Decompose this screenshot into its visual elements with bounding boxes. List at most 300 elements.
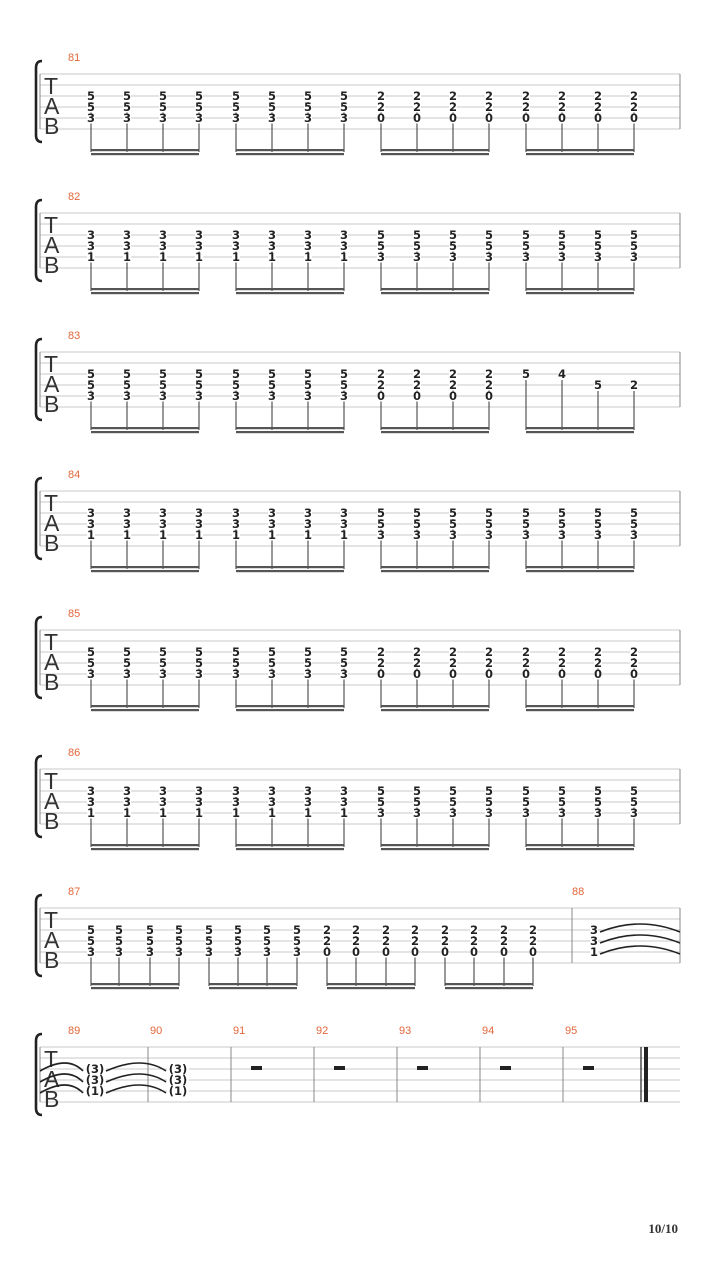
beam <box>236 292 344 294</box>
fret-number: 3 <box>376 806 386 820</box>
fret-number: 5 <box>267 645 277 659</box>
fret-number: 5 <box>448 239 458 253</box>
rest-mark <box>417 1066 428 1070</box>
fret-number: (1) <box>85 1084 105 1098</box>
fret-number: 5 <box>521 367 531 381</box>
fret-number: 5 <box>339 378 349 392</box>
beam <box>91 570 199 572</box>
fret-number: 5 <box>484 506 494 520</box>
fret-number: 2 <box>484 656 494 670</box>
tab-system <box>36 608 680 711</box>
rest-mark <box>500 1066 511 1070</box>
fret-number: 3 <box>158 239 168 253</box>
measure-number: 92 <box>316 1025 329 1037</box>
measure-number: 85 <box>68 608 81 620</box>
fret-number: 3 <box>303 506 313 520</box>
tab-clef-letter: A <box>44 649 60 675</box>
fret-number: 3 <box>231 795 241 809</box>
fret-number: 3 <box>339 389 349 403</box>
fret-number: 2 <box>448 656 458 670</box>
system-bracket <box>36 756 42 837</box>
beam <box>236 848 344 850</box>
beam <box>327 983 415 985</box>
fret-number: 3 <box>86 784 96 798</box>
fret-number: 3 <box>484 806 494 820</box>
fret-number: 3 <box>86 111 96 125</box>
fret-number: 3 <box>231 389 241 403</box>
fret-number: 3 <box>231 111 241 125</box>
fret-number: 5 <box>629 228 639 242</box>
tab-clef-letter: B <box>44 947 60 973</box>
tab-clef-letter: T <box>44 212 59 238</box>
fret-number: 5 <box>521 239 531 253</box>
beam <box>526 427 634 429</box>
fret-number: 2 <box>448 378 458 392</box>
fret-number: 2 <box>557 656 567 670</box>
fret-number: 3 <box>267 506 277 520</box>
fret-number: 5 <box>114 934 124 948</box>
beam <box>381 288 489 290</box>
fret-number: 3 <box>303 389 313 403</box>
fret-number: 5 <box>122 656 132 670</box>
fret-number: 3 <box>593 250 603 264</box>
beam <box>381 149 489 151</box>
fret-number: (3) <box>168 1062 188 1076</box>
fret-number: 1 <box>339 250 349 264</box>
fret-number: 5 <box>303 89 313 103</box>
fret-number: 2 <box>410 923 420 937</box>
fret-number: (1) <box>168 1084 188 1098</box>
fret-number: 5 <box>114 923 124 937</box>
beam <box>91 288 199 290</box>
fret-number: 0 <box>376 111 386 125</box>
measure-number: 95 <box>565 1025 578 1037</box>
fret-number: 3 <box>267 795 277 809</box>
fret-number: 2 <box>322 934 332 948</box>
fret-number: 5 <box>521 795 531 809</box>
fret-number: 2 <box>629 378 639 392</box>
fret-number: 3 <box>629 250 639 264</box>
fret-number: 2 <box>521 100 531 114</box>
fret-number: 3 <box>122 239 132 253</box>
fret-number: 5 <box>557 795 567 809</box>
fret-number: 2 <box>499 934 509 948</box>
fret-number: 5 <box>629 239 639 253</box>
tie-arc <box>600 935 680 943</box>
fret-number: (3) <box>85 1073 105 1087</box>
beam <box>91 709 199 711</box>
fret-number: 1 <box>194 250 204 264</box>
fret-number: 2 <box>412 378 422 392</box>
beam <box>91 149 199 151</box>
fret-number: 0 <box>499 945 509 959</box>
fret-number: 3 <box>448 806 458 820</box>
fret-number: 3 <box>339 795 349 809</box>
fret-number: 3 <box>194 228 204 242</box>
fret-number: 2 <box>351 923 361 937</box>
fret-number: 5 <box>593 506 603 520</box>
fret-number: 3 <box>122 111 132 125</box>
fret-number: 3 <box>122 795 132 809</box>
fret-number: 3 <box>158 517 168 531</box>
measure-number: 93 <box>399 1025 412 1037</box>
tab-clef-letter: T <box>44 768 59 794</box>
fret-number: 0 <box>412 389 422 403</box>
fret-number: 1 <box>231 250 241 264</box>
fret-number: 2 <box>484 378 494 392</box>
fret-number: 3 <box>233 945 243 959</box>
beam <box>91 844 199 846</box>
fret-number: 5 <box>448 506 458 520</box>
fret-number: 3 <box>194 239 204 253</box>
fret-number: 2 <box>557 89 567 103</box>
fret-number: 5 <box>122 367 132 381</box>
fret-number: 3 <box>339 506 349 520</box>
fret-number: 2 <box>557 100 567 114</box>
fret-number: 2 <box>629 645 639 659</box>
tab-clef-letter: A <box>44 1066 60 1092</box>
beam <box>381 709 489 711</box>
fret-number: 5 <box>292 934 302 948</box>
fret-number: 3 <box>86 389 96 403</box>
beam <box>236 431 344 433</box>
fret-number: 5 <box>448 784 458 798</box>
fret-number: 5 <box>484 517 494 531</box>
fret-number: 5 <box>145 934 155 948</box>
fret-number: 3 <box>194 506 204 520</box>
fret-number: 5 <box>267 656 277 670</box>
fret-number: 3 <box>231 667 241 681</box>
beam <box>236 566 344 568</box>
fret-number: 3 <box>521 806 531 820</box>
fret-number: 3 <box>194 389 204 403</box>
fret-number: 2 <box>448 367 458 381</box>
fret-number: 5 <box>484 795 494 809</box>
fret-number: 2 <box>381 934 391 948</box>
beam <box>327 987 415 989</box>
fret-number: 0 <box>440 945 450 959</box>
fret-number: 3 <box>303 239 313 253</box>
fret-number: 3 <box>629 528 639 542</box>
fret-number: 5 <box>267 367 277 381</box>
beam <box>236 570 344 572</box>
fret-number: 2 <box>412 89 422 103</box>
fret-number: 5 <box>376 784 386 798</box>
fret-number: 3 <box>557 806 567 820</box>
fret-number: 1 <box>589 945 599 959</box>
fret-number: 0 <box>376 667 386 681</box>
fret-number: 5 <box>448 228 458 242</box>
tab-system <box>36 1025 680 1115</box>
fret-number: 3 <box>376 528 386 542</box>
fret-number: 2 <box>593 100 603 114</box>
fret-number: 3 <box>194 111 204 125</box>
beam <box>526 709 634 711</box>
tab-clef-letter: B <box>44 1086 60 1112</box>
fret-number: 3 <box>174 945 184 959</box>
tab-clef-letter: T <box>44 351 59 377</box>
fret-number: 5 <box>557 506 567 520</box>
fret-number: 5 <box>593 239 603 253</box>
fret-number: 5 <box>122 378 132 392</box>
fret-number: 2 <box>410 934 420 948</box>
fret-number: 2 <box>448 645 458 659</box>
fret-number: 5 <box>629 517 639 531</box>
fret-number: 5 <box>194 656 204 670</box>
fret-number: 5 <box>376 506 386 520</box>
beam <box>526 149 634 151</box>
fret-number: 5 <box>194 645 204 659</box>
measure-number: 90 <box>150 1025 163 1037</box>
fret-number: 3 <box>122 517 132 531</box>
fret-number: 5 <box>339 367 349 381</box>
tie-arc <box>106 1085 166 1093</box>
tab-clef-letter: A <box>44 788 60 814</box>
fret-number: 5 <box>122 89 132 103</box>
beam <box>445 987 533 989</box>
fret-number: 5 <box>204 923 214 937</box>
fret-number: 5 <box>86 378 96 392</box>
fret-number: 1 <box>122 250 132 264</box>
fret-number: 3 <box>158 228 168 242</box>
fret-number: 5 <box>231 645 241 659</box>
fret-number: 5 <box>376 228 386 242</box>
fret-number: 5 <box>376 239 386 253</box>
fret-number: 3 <box>557 528 567 542</box>
fret-number: 3 <box>339 667 349 681</box>
fret-number: 0 <box>412 667 422 681</box>
fret-number: 5 <box>412 784 422 798</box>
fret-number: 2 <box>376 645 386 659</box>
fret-number: 5 <box>231 367 241 381</box>
beam <box>91 566 199 568</box>
fret-number: 0 <box>381 945 391 959</box>
beam <box>236 709 344 711</box>
fret-number: 5 <box>122 100 132 114</box>
system-bracket <box>36 61 42 142</box>
fret-number: 2 <box>440 923 450 937</box>
tab-clef-letter: B <box>44 530 60 556</box>
fret-number: 5 <box>86 367 96 381</box>
fret-number: 1 <box>231 806 241 820</box>
fret-number: 2 <box>469 923 479 937</box>
fret-number: 5 <box>303 100 313 114</box>
fret-number: 3 <box>448 250 458 264</box>
fret-number: 5 <box>267 378 277 392</box>
fret-number: 0 <box>557 667 567 681</box>
fret-number: 3 <box>303 667 313 681</box>
fret-number: 5 <box>376 517 386 531</box>
beam <box>91 431 199 433</box>
fret-number: 1 <box>303 528 313 542</box>
fret-number: 5 <box>86 923 96 937</box>
beam <box>526 848 634 850</box>
tab-clef-letter: B <box>44 391 60 417</box>
fret-number: 3 <box>231 784 241 798</box>
tab-clef-letter: T <box>44 1046 59 1072</box>
fret-number: 3 <box>262 945 272 959</box>
measure-number: 84 <box>68 469 81 481</box>
fret-number: 3 <box>521 250 531 264</box>
fret-number: 1 <box>303 250 313 264</box>
fret-number: 0 <box>448 389 458 403</box>
fret-number: 5 <box>593 517 603 531</box>
fret-number: 3 <box>158 667 168 681</box>
fret-number: 3 <box>303 517 313 531</box>
fret-number: 2 <box>521 656 531 670</box>
fret-number: 2 <box>521 89 531 103</box>
fret-number: 3 <box>194 784 204 798</box>
fret-number: 3 <box>339 784 349 798</box>
beam <box>381 427 489 429</box>
fret-number: 3 <box>158 506 168 520</box>
measure-number: 89 <box>68 1025 81 1037</box>
tab-clef-letter: A <box>44 93 60 119</box>
fret-number: 5 <box>448 795 458 809</box>
tab-clef-letter: B <box>44 808 60 834</box>
fret-number: 5 <box>593 378 603 392</box>
fret-number: 5 <box>593 784 603 798</box>
fret-number: 3 <box>86 667 96 681</box>
page-number: 10/10 <box>648 1221 678 1236</box>
beam <box>91 987 179 989</box>
system-bracket <box>36 1034 42 1115</box>
fret-number: 0 <box>557 111 567 125</box>
fret-number: 2 <box>376 100 386 114</box>
fret-number: 1 <box>194 806 204 820</box>
fret-number: 5 <box>339 100 349 114</box>
fret-number: 5 <box>629 784 639 798</box>
tab-system <box>36 52 680 155</box>
fret-number: 2 <box>448 100 458 114</box>
fret-number: 5 <box>233 923 243 937</box>
fret-number: 3 <box>267 517 277 531</box>
beam <box>381 844 489 846</box>
fret-number: 2 <box>376 378 386 392</box>
measure-number: 91 <box>233 1025 246 1037</box>
system-bracket <box>36 478 42 559</box>
fret-number: 3 <box>122 784 132 798</box>
fret-number: 5 <box>86 645 96 659</box>
fret-number: 5 <box>412 517 422 531</box>
fret-number: 5 <box>262 923 272 937</box>
fret-number: 5 <box>593 228 603 242</box>
fret-number: 3 <box>267 784 277 798</box>
tab-clef-letter: T <box>44 907 59 933</box>
fret-number: 5 <box>231 100 241 114</box>
fret-number: 3 <box>484 528 494 542</box>
fret-number: 5 <box>557 239 567 253</box>
system-bracket <box>36 895 42 976</box>
fret-number: 5 <box>521 517 531 531</box>
fret-number: 1 <box>231 528 241 542</box>
beam <box>91 848 199 850</box>
fret-number: 3 <box>122 389 132 403</box>
fret-number: 0 <box>484 389 494 403</box>
fret-number: 3 <box>145 945 155 959</box>
fret-number: 2 <box>322 923 332 937</box>
fret-number: 0 <box>521 667 531 681</box>
fret-number: 0 <box>629 667 639 681</box>
fret-number: 3 <box>122 506 132 520</box>
fret-number: 5 <box>339 645 349 659</box>
fret-number: 2 <box>469 934 479 948</box>
fret-number: 5 <box>158 367 168 381</box>
fret-number: 5 <box>484 784 494 798</box>
tie-arc <box>600 946 680 954</box>
final-barline-thick <box>644 1047 648 1102</box>
fret-number: 2 <box>448 89 458 103</box>
fret-number: 5 <box>557 228 567 242</box>
measure-number: 83 <box>68 330 81 342</box>
fret-number: 5 <box>122 645 132 659</box>
rest-mark <box>251 1066 262 1070</box>
fret-number: 0 <box>521 111 531 125</box>
fret-number: 1 <box>122 806 132 820</box>
fret-number: 3 <box>376 250 386 264</box>
fret-number: 3 <box>158 784 168 798</box>
fret-number: 2 <box>412 100 422 114</box>
fret-number: 3 <box>303 111 313 125</box>
fret-number: 2 <box>351 934 361 948</box>
tab-clef-letter: T <box>44 490 59 516</box>
beam <box>526 705 634 707</box>
fret-number: 0 <box>410 945 420 959</box>
tie-arc <box>106 1074 166 1082</box>
fret-number: 3 <box>86 945 96 959</box>
fret-number: 3 <box>231 239 241 253</box>
fret-number: 2 <box>484 367 494 381</box>
fret-number: 5 <box>86 656 96 670</box>
fret-number: 3 <box>267 228 277 242</box>
fret-number: 5 <box>521 506 531 520</box>
tab-clef-letter: A <box>44 371 60 397</box>
fret-number: 3 <box>194 795 204 809</box>
measure-number: 88 <box>572 886 585 898</box>
fret-number: 5 <box>412 795 422 809</box>
fret-number: 5 <box>448 517 458 531</box>
fret-number: 3 <box>303 784 313 798</box>
fret-number: 3 <box>412 806 422 820</box>
fret-number: 1 <box>86 806 96 820</box>
fret-number: 2 <box>376 367 386 381</box>
fret-number: 3 <box>86 228 96 242</box>
rest-mark <box>583 1066 594 1070</box>
fret-number: (3) <box>168 1073 188 1087</box>
fret-number: 2 <box>412 367 422 381</box>
measure-number: 82 <box>68 191 81 203</box>
fret-number: 3 <box>231 517 241 531</box>
fret-number: 5 <box>158 89 168 103</box>
beam <box>236 705 344 707</box>
fret-number: 2 <box>484 89 494 103</box>
measure-number: 81 <box>68 52 81 64</box>
fret-number: 3 <box>339 239 349 253</box>
fret-number: 5 <box>86 89 96 103</box>
fret-number: 5 <box>86 934 96 948</box>
beam <box>526 431 634 433</box>
tab-clef-letter: A <box>44 510 60 536</box>
fret-number: 2 <box>528 923 538 937</box>
fret-number: 1 <box>194 528 204 542</box>
tab-clef-letter: B <box>44 113 60 139</box>
fret-number: 1 <box>303 806 313 820</box>
system-bracket <box>36 617 42 698</box>
beam <box>236 288 344 290</box>
fret-number: 1 <box>339 528 349 542</box>
fret-number: 0 <box>528 945 538 959</box>
fret-number: 2 <box>381 923 391 937</box>
